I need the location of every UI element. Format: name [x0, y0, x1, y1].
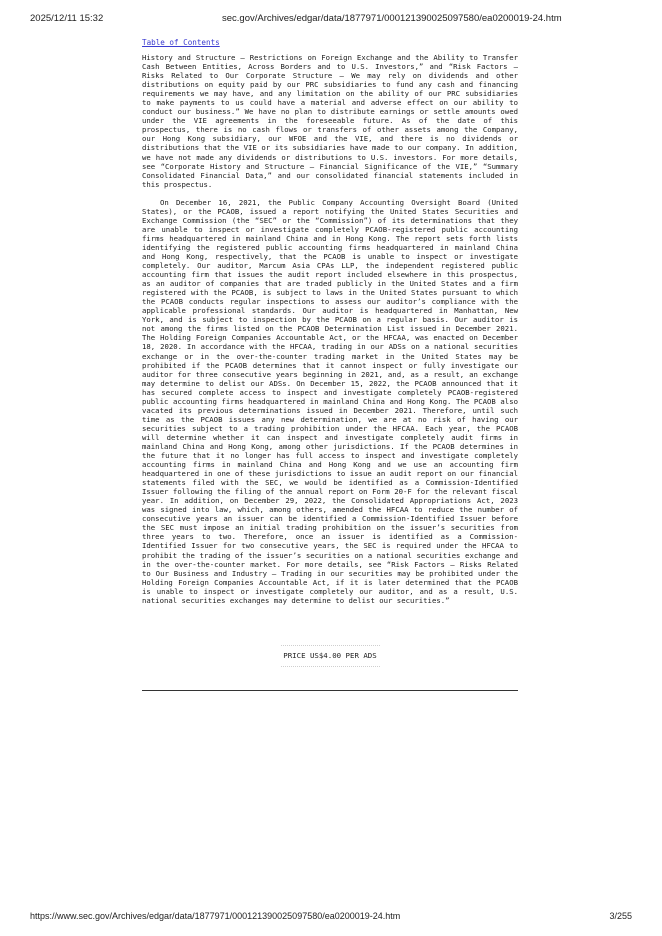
price-top-divider — [281, 645, 380, 646]
print-datetime: 2025/12/11 15:32 — [30, 13, 104, 24]
section-divider — [142, 690, 518, 691]
print-page-number: 3/255 — [609, 911, 632, 921]
table-of-contents-link[interactable]: Table of Contents — [142, 38, 220, 47]
paragraph-cash-transfers: History and Structure — Restrictions on Foreign Exchange and the Ability to Transfer Cash Between Entities, Across Borders and to U.S. Investors,” and “Risk Factors — Risks Related to Our Corporate Structure — We may rely on dividends and other distributions on equity paid by our PRC subsidiaries to fund any cash and financing requirements we may have, and any limitation on the ability of our PRC subsidiaries to make payments to us could have a material and adverse effect on our ability to conduct our business.” We have no plan to distribute earnings or settle amounts owed under the VIE agreements in the foreseeable future. As of the date of this prospectus, there is no cash flows or transfers of other assets among the Company, our Hong Kong subsidiary, our WFOE and the VIE, and there is no dividends or distributions that the VIE or its subsidiaries have made to our company. In addition, we have not made any dividends or distributions to U.S. investors. For more details, see “Corporate History and Structure — Financial Significance of the VIE,” “Summary Consolidated Financial Data,” and our consolidated financial statements included in this prospectus. — [142, 53, 518, 189]
price-bottom-divider — [281, 666, 380, 667]
print-page-url: https://www.sec.gov/Archives/edgar/data/1877971/000121390025097580/ea0200019-24.htm — [30, 911, 401, 921]
document-body — [142, 53, 518, 605]
print-page-title: sec.gov/Archives/edgar/data/1877971/000121390025097580/ea0200019-24.htm — [222, 13, 562, 24]
price-per-ads: PRICE US$4.00 PER ADS — [283, 651, 377, 660]
paragraph-pcaob-hfcaa: On December 16, 2021, the Public Company Accounting Oversight Board (United States), or the PCAOB, issued a report notifying the United States Securities and Exchange Commission (the “SEC” or the “Commission”) of its determinations that they are unable to inspect or investigate completely PCAOB-registered public accounting firms headquartered in mainland China and in Hong Kong. The report sets forth lists identifying the registered public accounting firms headquartered in mainland China and Hong Kong, respectively, that the PCAOB is unable to inspect or investigate completely. Our auditor, Marcum Asia CPAs LLP, the independent registered public accounting firm that issues the audit report included elsewhere in this prospectus, as an auditor of companies that are traded publicly in the United States and a firm registered with the PCAOB, is subject to laws in the United States pursuant to which the PCAOB conducts regular inspections to assess our auditor’s compliance with the applicable professional standards. Our auditor is headquartered in Manhattan, New York, and is subject to inspection by the PCAOB on a regular basis. Our auditor is not among the firms listed on the PCAOB Determination List issued in December 2021. The Holding Foreign Companies Accountable Act, or the HFCAA, was enacted on December 18, 2020. In accordance with the HFCAA, trading in our ADSs on a national securities exchange or in the over-the-counter trading market in the United States may be prohibited if the PCAOB determines that it cannot inspect or fully investigate our auditor for three consecutive years beginning in 2021, and, as a result, an exchange may determine to delist our ADSs. On December 15, 2022, the PCAOB announced that it has secured complete access to inspect and investigate completely PCAOB-registered public accounting firms headquartered in mainland China and Hong Kong. The PCAOB also vacated its previous determinations issued in December 2021. Therefore, until such time as the PCAOB issues any new determination, we are at no risk of having our securities subject to a trading prohibition under the HFCAA. Each year, the PCAOB will determine whether it can inspect and investigate completely audit firms in mainland China and Hong Kong, among other jurisdictions. If the PCAOB determines in the future that it no longer has full access to inspect and investigate completely accounting firms in mainland China and Hong Kong and we use an accounting firm headquartered in one of these jurisdictions to issue an audit report on our financial statements filed with the SEC, we would be identified as a Commission-Identified Issuer following the filing of the annual report on Form 20-F for the relevant fiscal year. In addition, on December 29, 2022, the Consolidated Appropriations Act, 2023 was signed into law, which, among others, amended the HFCAA to reduce the number of consecutive years an issuer can be identified a Commission-Identified Issuer before the SEC must impose an initial trading prohibition on the issuer’s securities from three years to two. Therefore, once an issuer is identified as a Commission-Identified Issuer for two consecutive years, the SEC is required under the HFCAA to prohibit the trading of the issuer’s securities on a national securities exchange and in the over-the-counter market. For more details, see “Risk Factors — Risks Related to Our Business and Industry — Trading in our securities may be prohibited under the Holding Foreign Companies Accountable Act, if it is later determined that the PCAOB is unable to inspect or investigate completely our auditor, and as a result, U.S. national securities exchanges may determine to delist our securities.” — [142, 197, 518, 605]
